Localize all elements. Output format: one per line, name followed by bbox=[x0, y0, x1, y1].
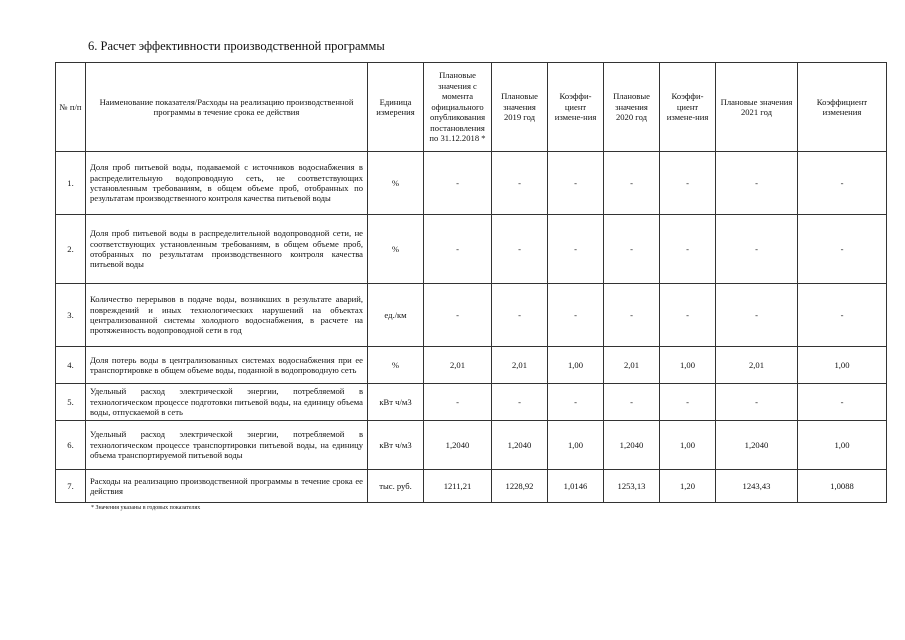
table-row bbox=[56, 384, 887, 421]
row-plan-2021: 1,2040 bbox=[716, 421, 798, 470]
row-coef-2: 1,00 bbox=[660, 421, 716, 470]
row-num: 2. bbox=[56, 215, 86, 284]
row-plan-2019: - bbox=[492, 284, 548, 347]
header-plan-2019: Плановые значения 2019 год bbox=[492, 63, 548, 152]
row-plan-2019: - bbox=[492, 152, 548, 215]
row-coef-3: 1,00 bbox=[798, 421, 887, 470]
row-coef-2: - bbox=[660, 215, 716, 284]
table-header-row bbox=[56, 63, 887, 152]
row-plan-2020: 1253,13 bbox=[604, 470, 660, 503]
row-plan-official: - bbox=[424, 152, 492, 215]
row-coef-2: 1,00 bbox=[660, 347, 716, 384]
row-plan-2019: - bbox=[492, 384, 548, 421]
page-title: 6. Расчет эффективности производственной программы bbox=[88, 39, 385, 53]
row-coef-1: 1,00 bbox=[548, 347, 604, 384]
row-plan-official: - bbox=[424, 284, 492, 347]
row-plan-official: - bbox=[424, 384, 492, 421]
row-num: 6. bbox=[56, 421, 86, 470]
row-coef-1: 1,00 bbox=[548, 421, 604, 470]
row-plan-2020: - bbox=[604, 384, 660, 421]
row-unit: % bbox=[368, 215, 424, 284]
row-name: Доля проб питьевой воды в распределительной водопроводной сети, не соответствующих установленным требованиям, в общем объеме проб, отобранных по результатам производственного контроля качества питьевой воды bbox=[86, 215, 368, 284]
row-unit: кВт ч/м3 bbox=[368, 421, 424, 470]
row-coef-3: - bbox=[798, 384, 887, 421]
row-coef-3: - bbox=[798, 215, 887, 284]
row-plan-2020: - bbox=[604, 284, 660, 347]
table-row bbox=[56, 347, 887, 384]
row-name: Удельный расход электрической энергии, потребляемой в технологическом процессе транспортировки питьевой воды, на единицу объема транспортируемой питьевой воды bbox=[86, 421, 368, 470]
row-name: Доля потерь воды в централизованных системах водоснабжения при ее транспортировке в общем объеме воды, поданной в водопроводную сеть bbox=[86, 347, 368, 384]
row-num: 5. bbox=[56, 384, 86, 421]
row-unit: кВт ч/м3 bbox=[368, 384, 424, 421]
row-plan-2020: 1,2040 bbox=[604, 421, 660, 470]
row-unit: ед./км bbox=[368, 284, 424, 347]
efficiency-table bbox=[55, 62, 887, 503]
row-name: Количество перерывов в подаче воды, возникших в результате аварий, повреждений и иных технологических нарушений на объектах централизованной системы холодного водоснабжения, в расчете на протяженность водопроводной сети в год bbox=[86, 284, 368, 347]
row-plan-official: 1211,21 bbox=[424, 470, 492, 503]
row-coef-1: - bbox=[548, 215, 604, 284]
row-plan-2020: - bbox=[604, 152, 660, 215]
header-name: Наименование показателя/Расходы на реализацию производственной программы в течение срока ее действия bbox=[86, 63, 368, 152]
header-coef-1: Коэффи-циент измене-ния bbox=[548, 63, 604, 152]
row-plan-2021: 1243,43 bbox=[716, 470, 798, 503]
row-coef-3: 1,00 bbox=[798, 347, 887, 384]
row-coef-2: - bbox=[660, 152, 716, 215]
row-coef-3: - bbox=[798, 152, 887, 215]
row-unit: % bbox=[368, 347, 424, 384]
row-coef-1: - bbox=[548, 284, 604, 347]
row-plan-2019: 2,01 bbox=[492, 347, 548, 384]
row-num: 3. bbox=[56, 284, 86, 347]
row-coef-1: - bbox=[548, 384, 604, 421]
header-plan-2021: Плановые значения 2021 год bbox=[716, 63, 798, 152]
table-row bbox=[56, 284, 887, 347]
header-coef-3: Коэффициент изменения bbox=[798, 63, 887, 152]
row-coef-3: 1,0088 bbox=[798, 470, 887, 503]
row-coef-3: - bbox=[798, 284, 887, 347]
row-name: Удельный расход электрической энергии, потребляемой в технологическом процессе подготовки питьевой воды, на единицу объема воды, отпускаемой в сеть bbox=[86, 384, 368, 421]
row-coef-2: - bbox=[660, 284, 716, 347]
row-plan-official: - bbox=[424, 215, 492, 284]
header-plan-2020: Плановые значения 2020 год bbox=[604, 63, 660, 152]
row-name: Доля проб питьевой воды, подаваемой с источников водоснабжения в распределительную водопроводную сеть, не соответствующих установленным требованиям, в общем объеме проб, отобранных по результатам производственного контроля качества питьевой воды bbox=[86, 152, 368, 215]
row-num: 7. bbox=[56, 470, 86, 503]
row-coef-2: - bbox=[660, 384, 716, 421]
row-plan-official: 1,2040 bbox=[424, 421, 492, 470]
header-unit: Единица измерения bbox=[368, 63, 424, 152]
row-unit: % bbox=[368, 152, 424, 215]
header-num: № п/п bbox=[56, 63, 86, 152]
row-plan-2020: - bbox=[604, 215, 660, 284]
row-plan-official: 2,01 bbox=[424, 347, 492, 384]
table-row bbox=[56, 215, 887, 284]
table-row bbox=[56, 470, 887, 503]
header-plan-official: Плановые значения с момента официального опубликования постановления по 31.12.2018 * bbox=[424, 63, 492, 152]
header-coef-2: Коэффи-циент измене-ния bbox=[660, 63, 716, 152]
footnote: * Значения указаны в годовых показателях bbox=[91, 505, 201, 511]
row-coef-2: 1,20 bbox=[660, 470, 716, 503]
row-unit: тыс. руб. bbox=[368, 470, 424, 503]
table-row bbox=[56, 421, 887, 470]
table-row bbox=[56, 152, 887, 215]
row-plan-2020: 2,01 bbox=[604, 347, 660, 384]
row-plan-2019: - bbox=[492, 215, 548, 284]
row-coef-1: - bbox=[548, 152, 604, 215]
row-plan-2021: 2,01 bbox=[716, 347, 798, 384]
row-plan-2021: - bbox=[716, 284, 798, 347]
row-num: 4. bbox=[56, 347, 86, 384]
row-plan-2021: - bbox=[716, 384, 798, 421]
row-num: 1. bbox=[56, 152, 86, 215]
row-plan-2021: - bbox=[716, 152, 798, 215]
row-name: Расходы на реализацию производственной программы в течение срока ее действия bbox=[86, 470, 368, 503]
row-plan-2019: 1228,92 bbox=[492, 470, 548, 503]
row-coef-1: 1,0146 bbox=[548, 470, 604, 503]
row-plan-2021: - bbox=[716, 215, 798, 284]
row-plan-2019: 1,2040 bbox=[492, 421, 548, 470]
